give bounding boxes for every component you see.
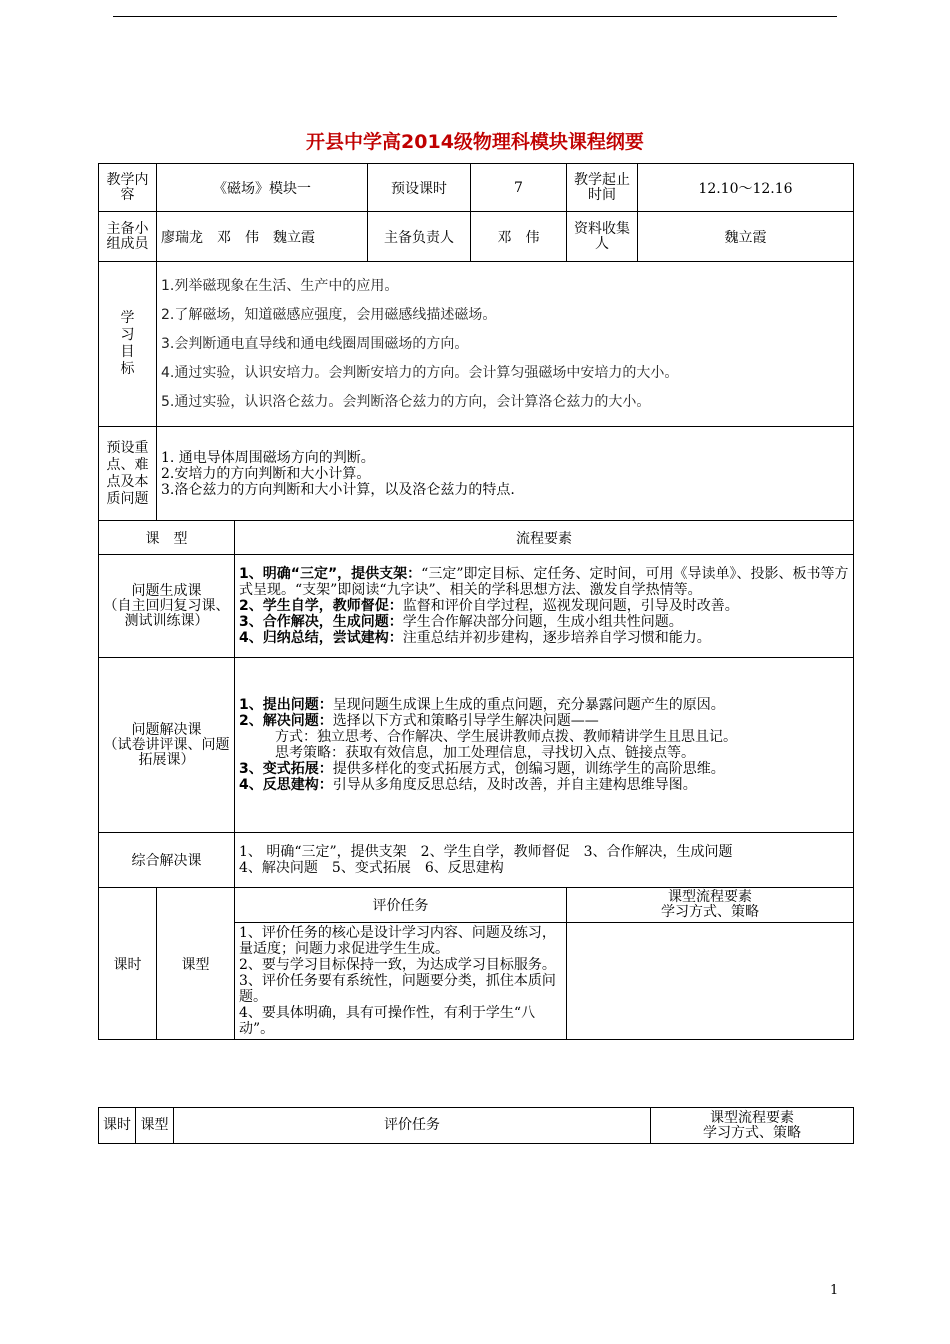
eval-header-row [99, 888, 854, 923]
bottom-table [98, 1107, 854, 1144]
combo-class-label: 综合解决课 [99, 833, 235, 888]
eval-type-label: 课型 [157, 888, 235, 1040]
collector-label: 资料收集人 [567, 212, 638, 262]
eval-right-cell [567, 923, 854, 1040]
bottom-hours-label: 课时 [99, 1108, 136, 1144]
bottom-task-label: 评价任务 [174, 1108, 651, 1144]
goal-item: 3.会判断通电直导线和通电线圈周围磁场的方向。 [161, 335, 469, 352]
header-row-1 [99, 164, 854, 212]
key-points-list [157, 427, 854, 521]
flow-type-header: 课 型 [99, 521, 235, 555]
gen-class-row [99, 555, 854, 658]
eval-task-label: 评价任务 [235, 888, 567, 923]
members-label: 主备小组成员 [99, 212, 157, 262]
header-rule [113, 16, 837, 17]
solve-class-row [99, 658, 854, 833]
header-row-2 [99, 212, 854, 262]
gen-class-label: 问题生成课 （自主回归复习课、测试训练课） [99, 555, 235, 658]
teach-content-label: 教学内容 [99, 164, 157, 212]
period: 12.10～12.16 [638, 164, 854, 212]
goals-label: 学习目标 [120, 310, 135, 377]
solve-class-steps: 1、提出问题：呈现问题生成课上生成的重点问题，充分暴露问题产生的原因。 2、解决问题：选择以下方式和策略引导学生解决问题—— 方式：独立思考、合作解决、学生展讲教师点拨、教师精讲学生且思且记。 思考策略：获取有效信息，加工处理信息，寻找切入点、链接点等。 3、变式拓展：提供多样化的变式拓展方式，创编习题，训练学生的高阶思维。 4、反思建构：引导从多角度反思总结，及时改善，并自主建构思维导图。 [235, 658, 854, 833]
key-point-item: 1. 通电导体周围磁场方向的判断。 [161, 449, 375, 466]
eval-task-list: 1、评价任务的核心是设计学习内容、问题及练习，量适度；问题力求促进学生生成。 2、要与学习目标保持一致，为达成学习目标服务。 3、评价任务要有系统性，问题要分类，抓住本质问题。 4、要具体明确，具有可操作性，有利于学生“八动”。 [235, 923, 567, 1040]
bottom-right-label: 课型流程要素 学习方式、策略 [651, 1108, 854, 1144]
planned-hours-label: 预设课时 [368, 164, 471, 212]
period-label: 教学起止时间 [567, 164, 638, 212]
key-point-item: 2.安培力的方向判断和大小计算。 [161, 465, 371, 482]
key-point-item: 3.洛仑兹力的方向判断和大小计算，以及洛仑兹力的特点. [161, 481, 515, 498]
syllabus-table [98, 163, 854, 1040]
collector: 魏立霞 [638, 212, 854, 262]
flow-elements-header: 流程要素 [235, 521, 854, 555]
goal-item: 4.通过实验，认识安培力。会判断安培力的方向。会计算匀强磁场中安培力的大小。 [161, 364, 679, 381]
eval-hours-label: 课时 [99, 888, 157, 1040]
solve-class-label: 问题解决课 （试卷讲评课、问题拓展课） [99, 658, 235, 833]
members: 廖瑞龙 邓 伟 魏立霞 [157, 212, 368, 262]
combo-class-row [99, 833, 854, 888]
goal-item: 5.通过实验，认识洛仑兹力。会判断洛仑兹力的方向，会计算洛仑兹力的大小。 [161, 393, 651, 410]
page-number: 1 [830, 1283, 839, 1298]
eval-right-label: 课型流程要素 学习方式、策略 [567, 888, 854, 923]
goals-row [99, 262, 854, 427]
goal-item: 2.了解磁场，知道磁感应强度，会用磁感线描述磁场。 [161, 306, 497, 323]
flow-header-row [99, 521, 854, 555]
key-points-row [99, 427, 854, 521]
key-points-label: 预设重点、难点及本质问题 [106, 439, 149, 507]
goals-list [157, 262, 854, 427]
teach-content: 《磁场》模块一 [157, 164, 368, 212]
bottom-type-label: 课型 [136, 1108, 174, 1144]
gen-class-steps: 1、明确“三定”，提供支架：“三定”即定目标、定任务、定时间，可用《导读单》、投影、板书等方式呈现。“支架”即阅读“九字诀”、相关的学科思想方法、激发自学热情等。 2、学生自学，教师督促：监督和评价自学过程，巡视发现问题，引导及时改善。 3、合作解决，生成问题：学生合作解决部分问题，生成小组共性问题。 4、归纳总结，尝试建构：注重总结并初步建构，逐步培养自学习惯和能力。 [235, 555, 854, 658]
planned-hours: 7 [471, 164, 567, 212]
lead-label: 主备负责人 [368, 212, 471, 262]
lead: 邓 伟 [471, 212, 567, 262]
goal-item: 1.列举磁现象在生活、生产中的应用。 [161, 277, 399, 294]
page-title: 开县中学高2014级物理科模块课程纲要 [306, 131, 644, 153]
combo-class-steps: 1、 明确“三定”，提供支架 2、学生自学，教师督促 3、合作解决，生成问题 4、解决问题 5、变式拓展 6、反思建构 [235, 833, 854, 888]
